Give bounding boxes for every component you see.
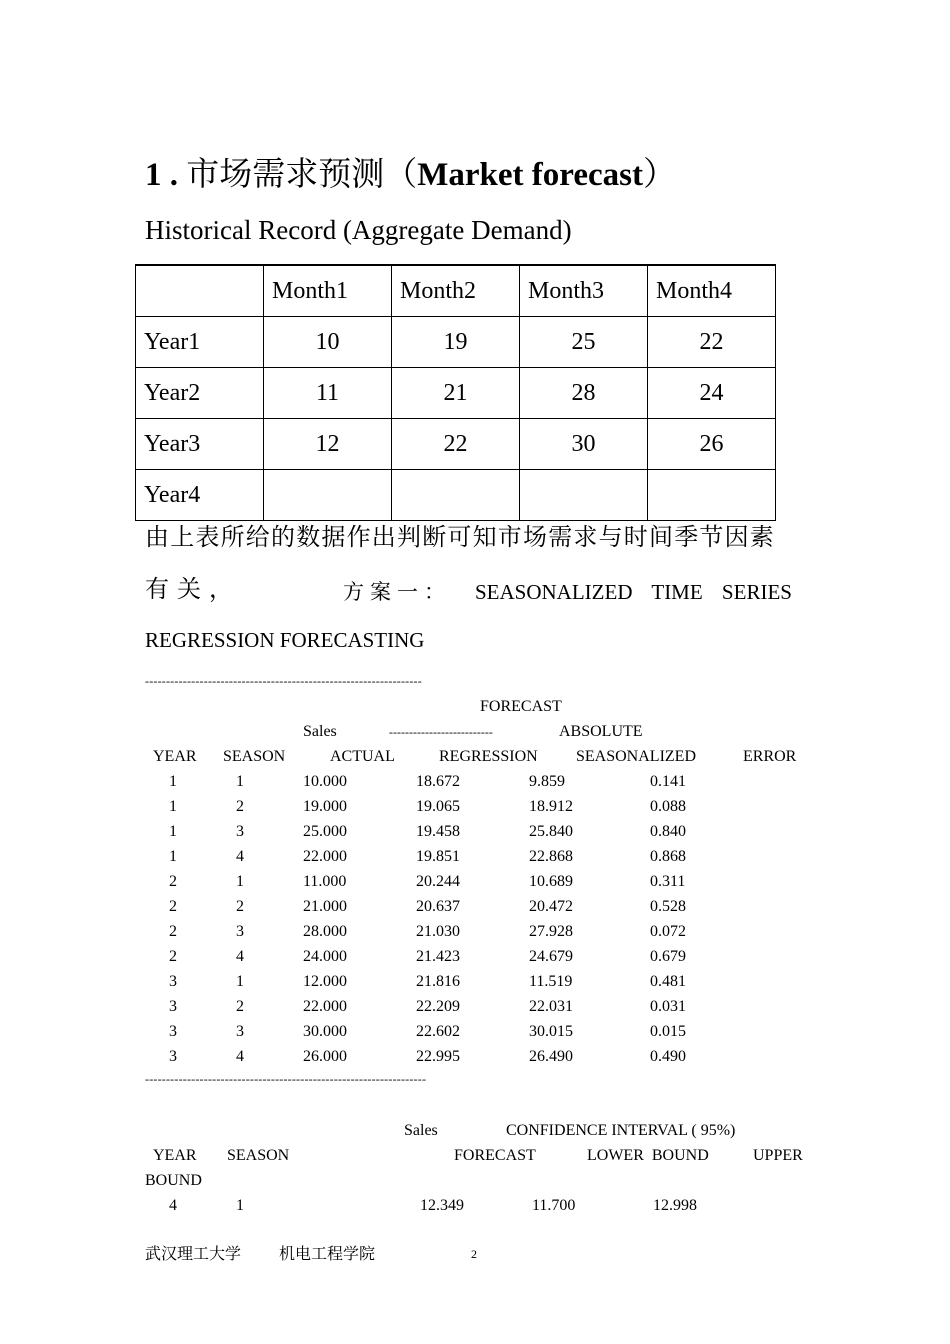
table-cell: 2 — [169, 923, 177, 940]
table-cell: 19.065 — [416, 798, 460, 815]
table-cell: 26 — [648, 419, 776, 470]
table-cell: 21.030 — [416, 923, 460, 940]
table-cell: 2 — [236, 798, 244, 815]
header-sales: Sales — [303, 723, 337, 740]
table-row — [136, 317, 776, 368]
table-cell: 22.209 — [416, 998, 460, 1015]
table-row — [136, 419, 776, 470]
table-cell: 24.679 — [529, 948, 573, 965]
section-title-close: ） — [642, 157, 676, 193]
col-lower-bound: LOWER BOUND — [587, 1147, 709, 1164]
table-cell: 22.000 — [303, 998, 347, 1015]
table-cell: 9.859 — [529, 773, 565, 790]
table-cell: 2 — [236, 898, 244, 915]
table-cell: 0.088 — [650, 798, 686, 815]
table-cell: 2 — [169, 948, 177, 965]
cell-upper: 12.998 — [653, 1197, 697, 1214]
table-cell: 3 — [169, 973, 177, 990]
table-cell: 22 — [392, 419, 520, 470]
cell-forecast: 12.349 — [420, 1197, 464, 1214]
table-cell: 26.000 — [303, 1048, 347, 1065]
table-cell: 22.995 — [416, 1048, 460, 1065]
report2-header-1 — [0, 1121, 950, 1146]
table-cell: 4 — [236, 948, 244, 965]
table-cell: 20.472 — [529, 898, 573, 915]
report1-header-2 — [0, 722, 950, 747]
header-cell: Month3 — [520, 265, 648, 317]
header-cell: Month1 — [264, 265, 392, 317]
paragraph-plan-label: 方案一： — [343, 580, 451, 604]
table-cell: 3 — [169, 1048, 177, 1065]
table-cell: 3 — [236, 923, 244, 940]
table-cell: 2 — [169, 898, 177, 915]
table-cell: 18.672 — [416, 773, 460, 790]
table-cell: 1 — [236, 873, 244, 890]
table-cell: 25 — [520, 317, 648, 368]
header-forecast: FORECAST — [480, 698, 562, 715]
table-cell: 19.000 — [303, 798, 347, 815]
header-absolute: ABSOLUTE — [559, 723, 643, 740]
table-cell: 28.000 — [303, 923, 347, 940]
table-cell: 11 — [264, 368, 392, 419]
col-seasonalized: SEASONALIZED — [576, 748, 696, 765]
table-cell: 19 — [392, 317, 520, 368]
table-cell: 0.311 — [650, 873, 686, 890]
table-cell: 26.490 — [529, 1048, 573, 1065]
table-cell: 30.000 — [303, 1023, 347, 1040]
table-row — [0, 872, 950, 897]
table-row — [0, 1022, 950, 1047]
table-cell: 10.000 — [303, 773, 347, 790]
table-cell: 27.928 — [529, 923, 573, 940]
table-row — [0, 1047, 950, 1072]
table-cell: 3 — [236, 823, 244, 840]
row-label: Year4 — [136, 470, 264, 521]
header-cell: Month2 — [392, 265, 520, 317]
table-cell: 22.868 — [529, 848, 573, 865]
table-row — [0, 822, 950, 847]
table-cell: 1 — [169, 798, 177, 815]
row-label: Year1 — [136, 317, 264, 368]
header-sales-2: Sales — [404, 1122, 438, 1139]
col-season-2: SEASON — [227, 1147, 290, 1164]
table-caption: Historical Record (Aggregate Demand) — [145, 215, 572, 245]
table-cell: 0.840 — [650, 823, 686, 840]
table-cell: 10.689 — [529, 873, 573, 890]
col-year-2: YEAR — [153, 1147, 197, 1164]
col-regression: REGRESSION — [439, 748, 538, 765]
table-row — [0, 972, 950, 997]
table-cell: 1 — [236, 973, 244, 990]
table-cell: 30.015 — [529, 1023, 573, 1040]
table-cell: 3 — [169, 998, 177, 1015]
table-cell: 21 — [392, 368, 520, 419]
table-cell: 22.031 — [529, 998, 573, 1015]
col-upper: UPPER — [753, 1147, 803, 1164]
table-cell: 19.458 — [416, 823, 460, 840]
row-label: Year3 — [136, 419, 264, 470]
table-cell: 4 — [236, 1048, 244, 1065]
table-row — [0, 947, 950, 972]
page-number: 2 — [471, 1247, 477, 1261]
table-cell: 24 — [648, 368, 776, 419]
table-cell: 0.072 — [650, 923, 686, 940]
row-label: Year2 — [136, 368, 264, 419]
col-year: YEAR — [153, 748, 197, 765]
report1-header-1 — [0, 697, 950, 722]
table-cell: 11.519 — [529, 973, 573, 990]
paragraph-line-1: 由上表所给的数据作出判断可知市场需求与时间季节因素 — [145, 525, 775, 551]
table-cell: 24.000 — [303, 948, 347, 965]
table-cell: 21.816 — [416, 973, 460, 990]
table-cell: 0.868 — [650, 848, 686, 865]
footer-school: 机电工程学院 — [279, 1246, 376, 1263]
paragraph-line-3: REGRESSION FORECASTING — [145, 628, 425, 652]
table-row — [0, 772, 950, 797]
col-forecast-2: FORECAST — [454, 1147, 536, 1164]
col-bound: BOUND — [145, 1172, 202, 1189]
paragraph-line-2-cn: 有关， — [145, 577, 241, 603]
section-dot: . — [169, 157, 178, 193]
table-cell: 1 — [169, 848, 177, 865]
table-cell: 4 — [236, 848, 244, 865]
table-cell: 22.000 — [303, 848, 347, 865]
table-cell: 25.840 — [529, 823, 573, 840]
table-cell — [264, 470, 392, 521]
report2-header-2 — [0, 1146, 950, 1171]
table-cell: 0.490 — [650, 1048, 686, 1065]
table-cell: 19.851 — [416, 848, 460, 865]
table-cell: 21.000 — [303, 898, 347, 915]
table-cell: 21.423 — [416, 948, 460, 965]
table-row — [0, 997, 950, 1022]
table-cell: 1 — [236, 773, 244, 790]
paragraph-method-name: SEASONALIZED TIME SERIES — [475, 580, 792, 604]
table-cell: 0.528 — [650, 898, 686, 915]
table-row — [0, 922, 950, 947]
report1-header-3 — [0, 747, 950, 772]
table-cell: 1 — [169, 773, 177, 790]
table-cell: 0.679 — [650, 948, 686, 965]
table-cell: 25.000 — [303, 823, 347, 840]
table-row — [136, 368, 776, 419]
table-cell: 11.000 — [303, 873, 347, 890]
col-season: SEASON — [223, 748, 286, 765]
table-cell: 0.141 — [650, 773, 686, 790]
header-dashes: -------------------------- — [389, 725, 493, 739]
section-number: 1 — [145, 157, 162, 193]
table-cell — [648, 470, 776, 521]
section-title-cn: 市场需求预测（ — [186, 157, 418, 193]
table-cell — [392, 470, 520, 521]
table-row — [0, 897, 950, 922]
table-cell: 2 — [236, 998, 244, 1015]
table-cell — [520, 470, 648, 521]
table-cell: 3 — [236, 1023, 244, 1040]
table-cell: 30 — [520, 419, 648, 470]
divider-bottom: ------------------------------------------------------------------- — [145, 1072, 427, 1086]
section-title — [145, 153, 676, 197]
report2-header-3 — [0, 1171, 950, 1196]
table-row — [0, 797, 950, 822]
col-error: ERROR — [743, 748, 797, 765]
cell-lower: 11.700 — [532, 1197, 576, 1214]
table-cell: 3 — [169, 1023, 177, 1040]
table-cell: 18.912 — [529, 798, 573, 815]
table-row — [0, 847, 950, 872]
table-cell: 20.637 — [416, 898, 460, 915]
cell-year: 4 — [169, 1197, 177, 1214]
section-title-en: Market forecast — [417, 157, 643, 193]
cell-season: 1 — [236, 1197, 244, 1214]
table-row — [136, 470, 776, 521]
history-table — [135, 264, 776, 521]
table-cell: 12.000 — [303, 973, 347, 990]
header-cell: Month4 — [648, 265, 776, 317]
footer-university: 武汉理工大学 — [145, 1246, 242, 1263]
table-cell: 28 — [520, 368, 648, 419]
divider-top: ------------------------------------------------------------------ — [145, 674, 422, 688]
table-cell: 0.481 — [650, 973, 686, 990]
table-cell: 20.244 — [416, 873, 460, 890]
table-cell: 22.602 — [416, 1023, 460, 1040]
col-actual: ACTUAL — [330, 748, 395, 765]
header-confidence: CONFIDENCE INTERVAL ( 95%) — [506, 1122, 736, 1139]
report2-row — [0, 1196, 950, 1221]
header-cell — [136, 265, 264, 317]
table-cell: 0.031 — [650, 998, 686, 1015]
table-cell: 0.015 — [650, 1023, 686, 1040]
table-header-row — [136, 265, 776, 317]
table-cell: 2 — [169, 873, 177, 890]
table-cell: 22 — [648, 317, 776, 368]
table-cell: 12 — [264, 419, 392, 470]
table-cell: 1 — [169, 823, 177, 840]
table-cell: 10 — [264, 317, 392, 368]
